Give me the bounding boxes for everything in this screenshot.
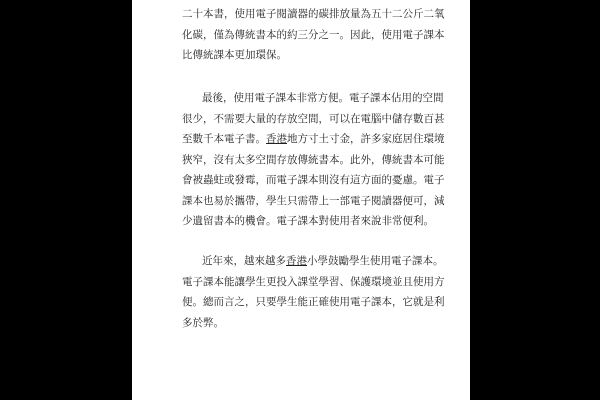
text-line: 會被蟲蛀或發霉，而電子課本則沒有這方面的憂慮。電子 [182,174,445,186]
document-page [132,0,470,400]
text-line: 化碳，僅為傳統書本的約三分之一。因此，使用電子課本 [182,28,445,41]
text-segment: 小學鼓勵學生使用電子課本。 [307,255,444,267]
text-line [182,129,445,150]
text-segment: 近年來，越來越多 [202,255,286,267]
text-segment: 地方寸土寸金，許多家庭居住環境 [287,133,445,145]
text-line: 比傳統課本更加環保。 [182,49,287,61]
text-line: 少遺留書本的機會。電子課本對使用者來說非常便利。 [182,215,434,227]
text-line [182,251,444,272]
text-line: 二十本書，使用電子閱讀器的碳排放量為五十二公斤二氧 [182,8,445,20]
text-line: 最後，使用電子課本非常方便。電子課本佔用的空間 [202,92,444,104]
text-line: 很少，不需要大量的存放空間，可以在電腦中儲存數百甚 [182,112,445,125]
text-line: 多於弊。 [182,316,224,329]
text-line: 狹窄，沒有太多空間存放傳統書本。此外，傳統書本可能 [182,153,445,166]
text-segment: 至數千本電子書。 [182,133,266,145]
hongkong-link[interactable]: 香港 [286,255,307,267]
text-line: 便。總而言之，只要學生能正確使用電子課本，它就是利 [182,296,445,308]
text-line: 電子課本能讓學生更投入課堂學習、保護環境並且使用方 [182,275,445,288]
hongkong-link[interactable]: 香港 [266,133,287,145]
paragraph-1 [182,4,445,66]
text-line: 課本也易於攜帶，學生只需帶上一部電子閱讀器便可，減 [182,194,445,207]
paragraph-2 [182,88,445,232]
paragraph-3 [182,251,445,333]
